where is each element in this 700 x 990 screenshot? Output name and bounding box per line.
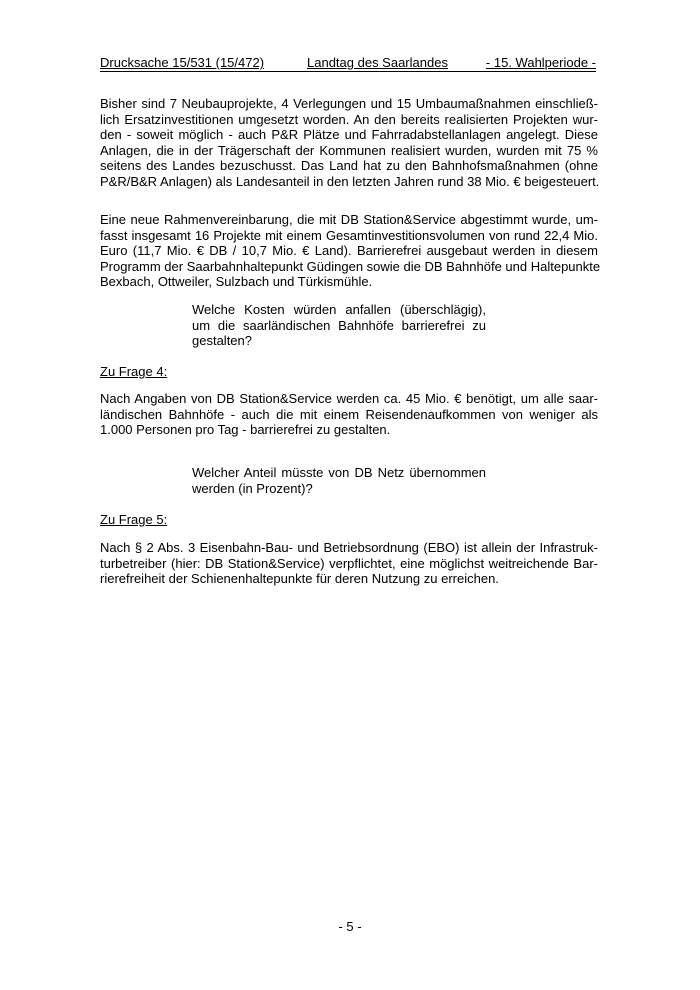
text-line: P&R/B&R Anlagen) als Landesanteil in den letzten Jahren rund 38 Mio. € beigesteuert. <box>100 173 600 189</box>
question-4 <box>192 302 486 349</box>
header-parliament-name: Landtag des Saarlandes <box>307 55 448 70</box>
header-legislative-period: - 15. Wahlperiode - <box>485 55 596 70</box>
answer-5-text <box>100 540 598 587</box>
header-document-number: Drucksache 15/531 (15/472) <box>100 55 265 70</box>
question-5 <box>192 465 486 496</box>
text-line: Nach Angaben von DB Station&Service werden ca. 45 Mio. € benötigt, um alle saar- <box>100 391 598 406</box>
text-line: Euro (11,7 Mio. € DB / 10,7 Mio. € Land). Barrierefrei ausgebaut werden in diesem <box>100 243 598 258</box>
answer-4-text <box>100 391 598 438</box>
answer-4-heading: Zu Frage 4: <box>100 364 168 379</box>
paragraph-projects-overview <box>100 96 598 189</box>
text-line: Welche Kosten würden anfallen (überschlägig), <box>192 302 486 317</box>
page-number: - 5 - <box>338 919 362 934</box>
text-line: Bisher sind 7 Neubauprojekte, 4 Verlegungen und 15 Umbaumaßnahmen einschließ- <box>100 96 598 111</box>
text-line: Nach § 2 Abs. 3 Eisenbahn-Bau- und Betriebsordnung (EBO) ist allein der Infrastruk- <box>100 540 598 555</box>
text-line: ländischen Bahnhöfe - auch die mit einem Reisendenaufkommen von weniger als <box>100 406 598 422</box>
text-line: seitens des Landes bezuschusst. Das Land hat zu den Bahnhofsmaßnahmen (ohne <box>100 158 598 173</box>
text-line: gestalten? <box>192 333 252 348</box>
text-line: 1.000 Personen pro Tag - barrierefrei zu gestalten. <box>100 422 391 437</box>
text-line: Eine neue Rahmenvereinbarung, die mit DB Station&Service abgestimmt wurde, um- <box>100 212 598 227</box>
text-line: Bexbach, Ottweiler, Sulzbach und Türkismühle. <box>100 274 373 289</box>
page-header <box>100 54 596 72</box>
paragraph-framework-agreement <box>100 212 601 290</box>
text-line: Programm der Saarbahnhaltepunkt Güdingen sowie die DB Bahnhöfe und Haltepunkte <box>100 258 601 274</box>
text-line: fasst insgesamt 16 Projekte mit einem Gesamtinvestitionsvolumen von rund 22,4 Mio. <box>100 227 598 243</box>
text-line: werden (in Prozent)? <box>192 480 313 496</box>
answer-5-heading: Zu Frage 5: <box>100 512 168 527</box>
text-line: um die saarländischen Bahnhöfe barrierefrei zu <box>192 317 486 333</box>
text-line: den - soweit möglich - auch P&R Plätze und Fahrradabstellanlagen angelegt. Diese <box>100 127 598 142</box>
text-line: Welcher Anteil müsste von DB Netz übernommen <box>192 465 486 480</box>
text-line: lich Ersatzinvestitionen umgesetzt worden. An den bereits realisierten Projekten wur- <box>100 111 598 127</box>
text-line: rierefreiheit der Schienenhaltepunkte für deren Nutzung zu erreichen. <box>100 571 499 586</box>
text-line: Anlagen, die in der Trägerschaft der Kommunen realisiert wurden, wurden mit 75 % <box>100 142 598 158</box>
text-line: turbetreiber (hier: DB Station&Service) verpflichtet, eine möglichst weitreichende Bar- <box>100 555 598 571</box>
